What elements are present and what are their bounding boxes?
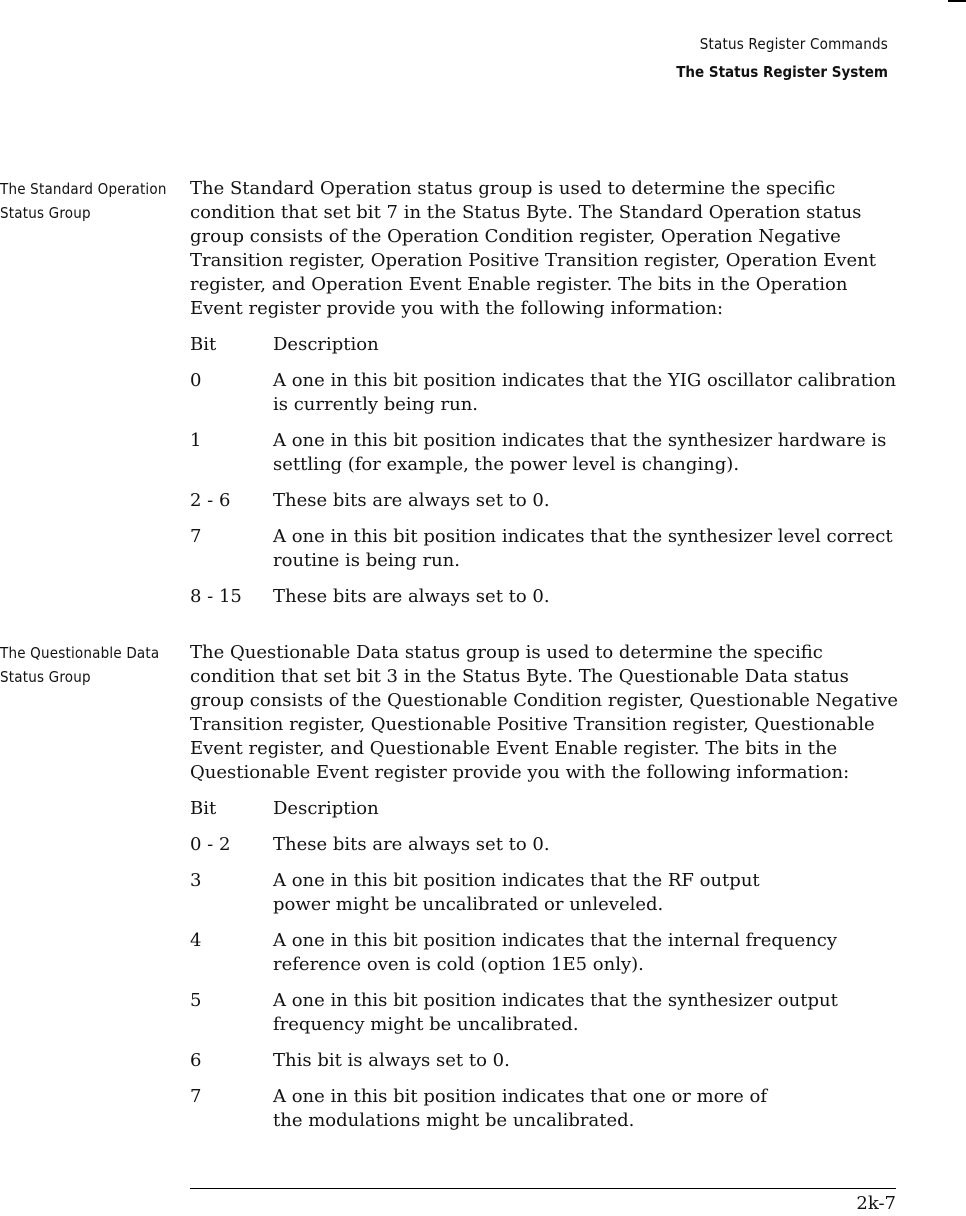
section-label-line1: The Standard Operation — [0, 180, 167, 198]
bit-description: A one in this bit position indicates that the synthesizer level correct routine is being run. — [273, 526, 893, 571]
bit-number: 0 - 2 — [190, 834, 231, 855]
bit-row — [190, 489, 902, 513]
bit-description: A one in this bit position indicates that one or more of the modulations might be uncalibrated. — [273, 1086, 768, 1131]
footer-rule — [190, 1188, 896, 1189]
bit-table-header — [190, 797, 902, 821]
section-body — [190, 641, 902, 1133]
bit-column-header: Bit — [190, 334, 217, 355]
bit-row — [190, 429, 902, 477]
running-header — [676, 33, 888, 83]
page-number: 2k-7 — [856, 1193, 896, 1214]
description-column-header: Description — [273, 334, 379, 355]
section-margin-label — [0, 641, 180, 689]
bit-description: A one in this bit position indicates that the YIG oscillator calibration is currently being run. — [273, 370, 897, 415]
bit-row — [190, 833, 902, 857]
bit-row — [190, 929, 902, 977]
bit-row — [190, 1049, 902, 1073]
bit-description: A one in this bit position indicates that the synthesizer output frequency might be uncalibrated. — [273, 990, 838, 1035]
section-margin-label — [0, 177, 180, 225]
bit-table — [190, 333, 902, 609]
bit-description: These bits are always set to 0. — [273, 586, 550, 607]
bit-description: A one in this bit position indicates that the RF output power might be uncalibrated or unleveled. — [273, 870, 760, 915]
section-label-line1: The Questionable Data — [0, 644, 160, 662]
description-column-header: Description — [273, 798, 379, 819]
chapter-title: Status Register Commands — [699, 35, 888, 53]
section-label-line2: Status Group — [0, 204, 91, 222]
bit-row — [190, 585, 902, 609]
bit-number: 0 — [190, 370, 202, 391]
bit-description: These bits are always set to 0. — [273, 834, 550, 855]
bit-number: 3 — [190, 870, 202, 891]
bit-table-header — [190, 333, 902, 357]
bit-row — [190, 989, 902, 1037]
bit-table — [190, 797, 902, 1133]
bit-row — [190, 1085, 902, 1133]
section-body — [190, 177, 902, 609]
section-paragraph: The Standard Operation status group is used to determine the specific condition that set bit 7 in the Status Byte. The Standard Operation status group consists of the Operation Condition register, Operation Negative Transition register, Operation Positive Transition register, Operation Event register, and Operation Event Enable register. The bits in the Operation Event register provide you with the following information: — [190, 178, 876, 319]
bit-number: 7 — [190, 1086, 202, 1107]
bit-number: 2 - 6 — [190, 490, 231, 511]
corner-crop-mark — [948, 0, 966, 2]
section-label-line2: Status Group — [0, 668, 91, 686]
bit-number: 8 - 15 — [190, 586, 242, 607]
bit-number: 6 — [190, 1050, 202, 1071]
bit-number: 4 — [190, 930, 202, 951]
bit-description: A one in this bit position indicates that the synthesizer hardware is settling (for example, the power level is changing). — [273, 430, 887, 475]
bit-row — [190, 369, 902, 417]
bit-description: This bit is always set to 0. — [273, 1050, 510, 1071]
bit-description: A one in this bit position indicates that the internal frequency reference oven is cold (option 1E5 only). — [273, 930, 838, 975]
section-title: The Status Register System — [676, 63, 888, 81]
bit-number: 5 — [190, 990, 202, 1011]
bit-row — [190, 525, 902, 573]
bit-number: 1 — [190, 430, 202, 451]
bit-row — [190, 869, 902, 917]
bit-number: 7 — [190, 526, 202, 547]
section-paragraph: The Questionable Data status group is used to determine the specific condition that set bit 3 in the Status Byte. The Questionable Data status group consists of the Questionable Condition register, Questionable Negative Transition register, Questionable Positive Transition register, Questionable Event register, and Questionable Event Enable register. The bits in the Questionable Event register provide you with the following information: — [190, 642, 899, 783]
bit-description: These bits are always set to 0. — [273, 490, 550, 511]
bit-column-header: Bit — [190, 798, 217, 819]
